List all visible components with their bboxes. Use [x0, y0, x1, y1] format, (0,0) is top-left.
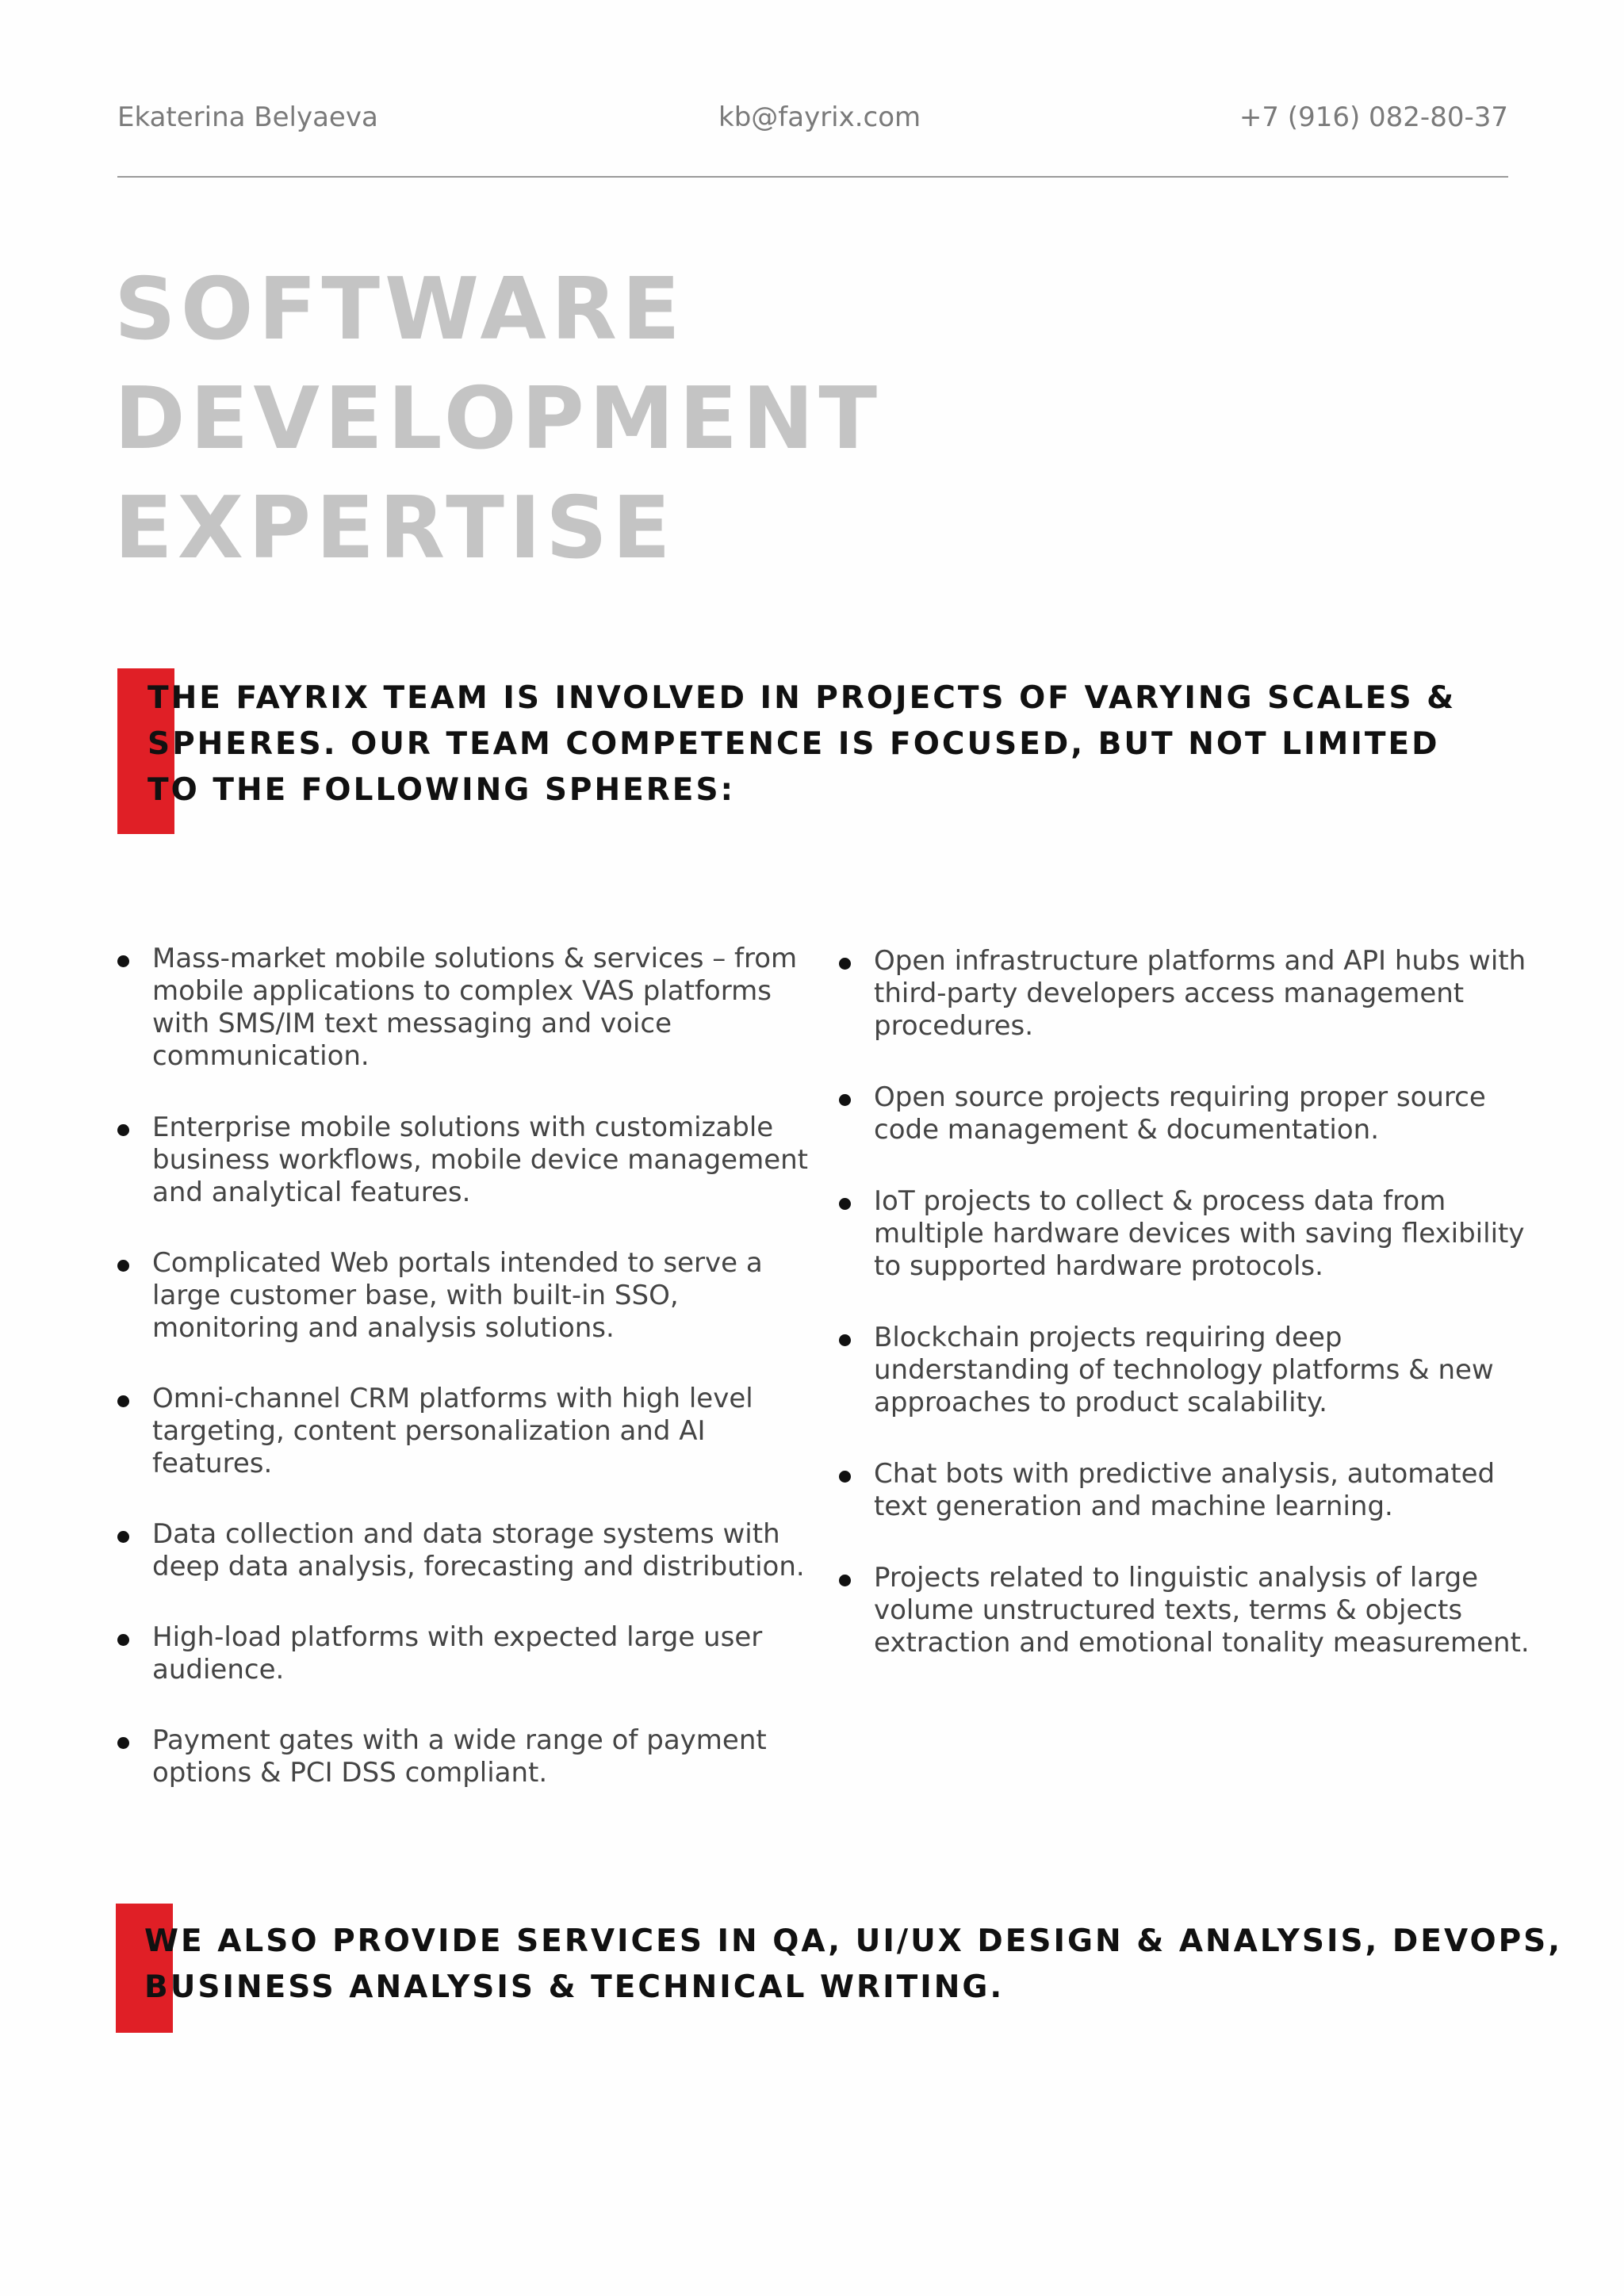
list-item-line: Payment gates with a wide range of payment — [152, 1724, 767, 1756]
list-item — [117, 1247, 808, 1345]
header-divider — [117, 176, 1508, 178]
list-item-line: extraction and emotional tonality measurement. — [874, 1627, 1530, 1659]
list-item-line: with SMS/IM text messaging and voice — [152, 1008, 672, 1039]
list-item-line: third-party developers access management — [874, 978, 1465, 1009]
author-phone: +7 (916) 082-80-37 — [1239, 101, 1508, 133]
list-item — [117, 1112, 808, 1209]
list-item-line: communication. — [152, 1040, 370, 1072]
spheres-list-left — [117, 943, 808, 1827]
list-item-line: multiple hardware devices with saving flexibility — [874, 1218, 1525, 1249]
list-item-line: code management & documentation. — [874, 1114, 1380, 1146]
page-title — [114, 255, 882, 584]
intro-line: SPHERES. OUR TEAM COMPETENCE IS FOCUSED, BUT NOT LIMITED — [147, 726, 1440, 762]
list-item-line: monitoring and analysis solutions. — [152, 1312, 615, 1344]
list-item-line: text generation and machine learning. — [874, 1490, 1393, 1522]
list-item-line: Open source projects requiring proper source — [874, 1081, 1486, 1113]
list-item — [839, 1081, 1530, 1146]
list-item — [117, 943, 808, 1073]
list-item-line: Omni-channel CRM platforms with high level — [152, 1383, 753, 1414]
list-item-line: options & PCI DSS compliant. — [152, 1757, 548, 1789]
list-item — [117, 1621, 808, 1686]
services-line: BUSINESS ANALYSIS & TECHNICAL WRITING. — [144, 1969, 1005, 2005]
list-item — [839, 1322, 1530, 1419]
list-item — [839, 945, 1530, 1043]
list-item-line: Open infrastructure platforms and API hubs with — [874, 945, 1526, 977]
list-item-line: Chat bots with predictive analysis, automated — [874, 1458, 1496, 1490]
list-item-line: features. — [152, 1448, 273, 1479]
list-item — [117, 1724, 808, 1789]
list-item-line: Enterprise mobile solutions with customizable — [152, 1112, 774, 1143]
list-item-line: Mass-market mobile solutions & services – from — [152, 943, 798, 974]
services-line: WE ALSO PROVIDE SERVICES IN QA, UI/UX DESIGN & ANALYSIS, DEVOPS, — [144, 1923, 1563, 1959]
intro-statement — [147, 675, 1456, 813]
list-item-line: High-load platforms with expected large user — [152, 1621, 763, 1653]
intro-line: THE FAYRIX TEAM IS INVOLVED IN PROJECTS OF VARYING SCALES & — [147, 680, 1457, 716]
list-item — [839, 1185, 1530, 1283]
author-name: Ekaterina Belyaeva — [117, 101, 378, 133]
list-item-line: Data collection and data storage systems with — [152, 1518, 780, 1550]
list-item-line: and analytical features. — [152, 1177, 471, 1208]
list-item — [839, 1458, 1530, 1523]
author-email: kb@fayrix.com — [718, 101, 921, 133]
list-item-line: deep data analysis, forecasting and distribution. — [152, 1551, 805, 1582]
list-item — [117, 1518, 808, 1583]
page-title-line: EXPERTISE — [114, 479, 676, 578]
list-item-line: IoT projects to collect & process data from — [874, 1185, 1446, 1217]
list-item-line: to supported hardware protocols. — [874, 1250, 1323, 1282]
list-item-line: Projects related to linguistic analysis of large — [874, 1562, 1479, 1594]
list-item-line: Blockchain projects requiring deep — [874, 1322, 1342, 1353]
list-item-line: procedures. — [874, 1010, 1034, 1042]
list-item — [117, 1383, 808, 1480]
intro-line: TO THE FOLLOWING SPHERES: — [147, 772, 736, 808]
list-item-line: targeting, content personalization and AI — [152, 1415, 706, 1447]
list-item-line: understanding of technology platforms & new — [874, 1354, 1494, 1386]
list-item-line: Complicated Web portals intended to serve a — [152, 1247, 763, 1279]
page-title-line: DEVELOPMENT — [114, 369, 883, 469]
list-item-line: mobile applications to complex VAS platforms — [152, 975, 772, 1007]
list-item-line: volume unstructured texts, terms & objects — [874, 1594, 1463, 1626]
list-item-line: business workflows, mobile device management — [152, 1144, 808, 1176]
list-item-line: audience. — [152, 1654, 285, 1686]
list-item-line: large customer base, with built-in SSO, — [152, 1280, 679, 1311]
spheres-list-right — [839, 945, 1530, 1698]
list-item-line: approaches to product scalability. — [874, 1387, 1327, 1418]
services-statement — [144, 1919, 1562, 2011]
list-item — [839, 1562, 1530, 1659]
page-title-line: SOFTWARE — [114, 260, 685, 359]
